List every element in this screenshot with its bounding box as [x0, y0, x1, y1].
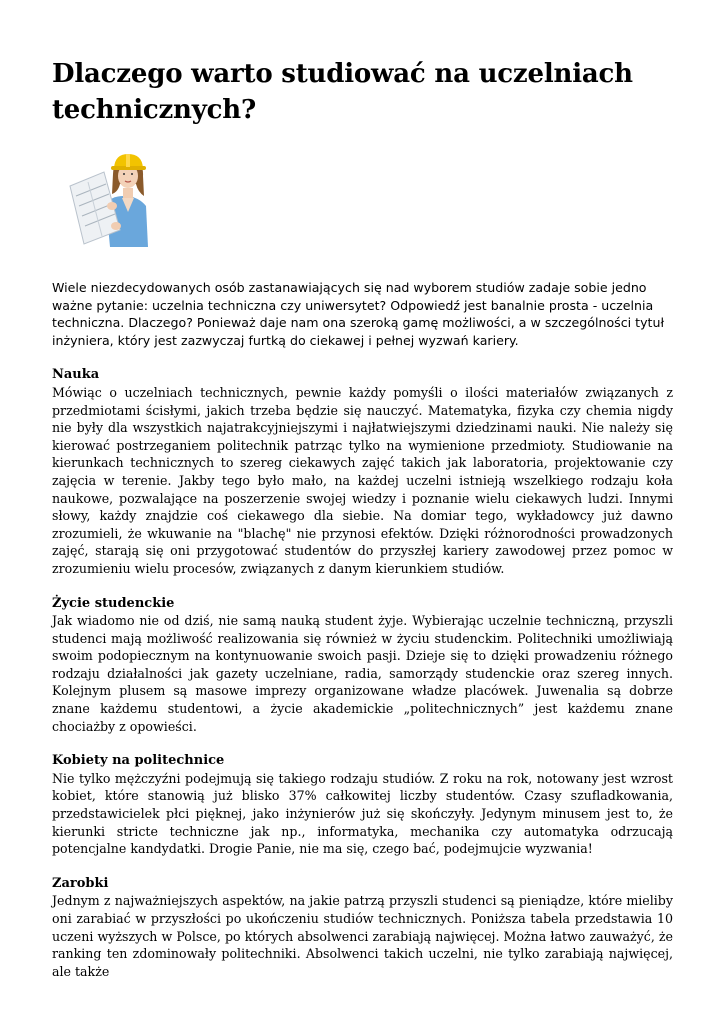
- intro-paragraph: Wiele niezdecydowanych osób zastanawiających się nad wyborem studiów zadaje sobie jedno ważne pytanie: uczelnia techniczna czy uniwersytet? Odpowiedź jest banalnie prosta - uczelnia techniczna. Dlaczego? Ponieważ daje nam ona szeroką gamę możliwości, a w szczególności tytuł inżyniera, który jest zazwyczaj furtką do ciekawej i pełnej wyzwań kariery.: [52, 280, 665, 348]
- woman-engineer-illustration: [66, 152, 156, 247]
- section-heading: Zarobki: [52, 875, 109, 891]
- article-image: [66, 152, 156, 247]
- section-zycie-studenckie: [52, 595, 673, 736]
- section-zarobki: [52, 875, 673, 981]
- section-heading: Kobiety na politechnice: [52, 753, 225, 769]
- section-body: Nie tylko mężczyźni podejmują się takiego rodzaju studiów. Z roku na rok, notowany jest wzrost kobiet, które stanowią już blisko 37% całkowitej liczby studentów. Czasy szufladkowania, przedstawicielek płci pięknej, jako inżynierów już się skończyły. Jedynym minusem jest to, że kierunki stricte techniczne jak np., informatyka, mechanika czy automatyka odrzucają potencjalne kandydatki. Drogie Panie, nie ma się, czego bać, podejmujcie wyzwania!: [52, 770, 673, 857]
- section-kobiety-na-politechnice: [52, 752, 673, 858]
- section-nauka: [52, 366, 673, 577]
- article-title: Dlaczego warto studiować na uczelniach technicznych?: [52, 59, 633, 125]
- section-body: Jednym z najważniejszych aspektów, na jakie patrzą przyszli studenci są pieniądze, które mieliby oni zarabiać w przyszłości po ukończeniu studiów technicznych. Poniższa tabela przedstawia 10 uczeni wyższych w Polsce, po których absolwenci zarabiają najwięcej. Można łatwo zauważyć, że ranking ten zdominowały politechniki. Absolwenci takich uczelni, nie tylko zarabiają najwięcej, ale także: [52, 893, 673, 979]
- article: [52, 56, 673, 980]
- section-heading: Życie studenckie: [52, 595, 175, 611]
- section-body: Jak wiadomo nie od dziś, nie samą nauką student żyje. Wybierając uczelnie techniczną, przyszli studenci mają możliwość realizowania się również w życiu studenckim. Politechniki umożliwiają swoim podopiecznym na kontynuowanie swoich pasji. Dzieje się to dzięki prowadzeniu różnego rodzaju działalności jak gazety uczelniane, radia, samorządy studenckie oraz szereg innych. Kolejnym plusem są masowe imprezy organizowane władze placówek. Juwenalia są dobrze znane każdemu studentowi, a życie akademickie „politechnicznych” jest każdemu znane chociażby z opowieści.: [52, 613, 673, 734]
- section-heading: Nauka: [52, 367, 100, 383]
- section-body: Mówiąc o uczelniach technicznych, pewnie każdy pomyśli o ilości materiałów związanych z przedmiotami ścisłymi, jakich trzeba będzie się nauczyć. Matematyka, fizyka czy chemia nigdy nie były dla wszystkich najatrakcyjniejszymi i najłatwiejszymi dziedzinami nauki. Nie należy się kierować postrzeganiem politechnik patrząc tylko na wymienione przedmioty. Studiowanie na kierunkach technicznych to szereg ciekawych zajęć takich jak laboratoria, projektowanie czy zajęcia w terenie. Jakby tego było mało, na każdej uczelni istnieją wszelkiego rodzaju koła naukowe, pozwalające na poszerzenie swojej wiedzy i poznanie wielu ciekawych ludzi. Innymi słowy, każdy znajdzie coś ciekawego dla siebie. Na domiar tego, wykładowcy już dawno zrozumieli, że wkuwanie na "blachę" nie przynosi efektów. Dzięki różnorodności prowadzonych zajęć, starają się oni przygotować studentów do przyszłej kariery zawodowej przez pomoc w zrozumieniu wielu procesów, związanych z danym kierunkiem studiów.: [52, 384, 673, 576]
